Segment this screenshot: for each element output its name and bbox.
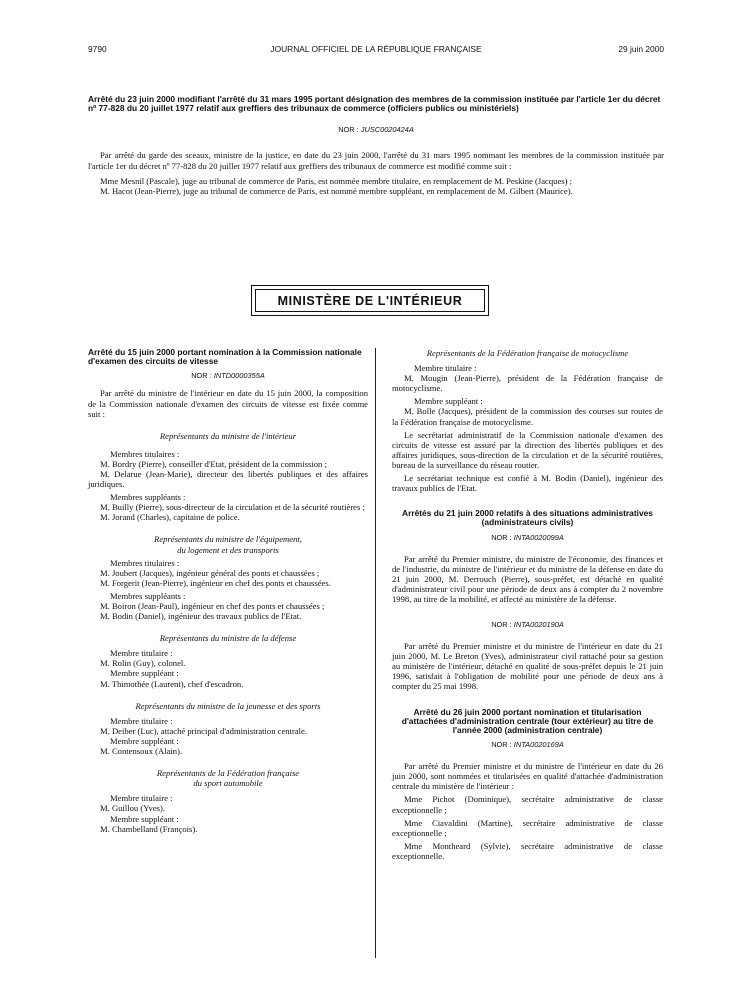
nomination-entry: Mme Montheard (Sylvie), secrétaire administrative de classe exceptionnelle. <box>392 840 663 861</box>
member-entry: M. Rolin (Guy), colonel. <box>100 658 186 669</box>
article-title: Arrêté du 26 juin 2000 portant nomination et titularisation d'attachées d'administration centrale (tour extérieur) au titre de l'année 2000 (administration centrale) <box>401 706 654 735</box>
article-intro: Par arrêté du ministre de l'intérieur en date du 15 juin 2000, la composition de la Commission nationale d'examen des circuits de vitesse est fixée comme suit : <box>88 388 368 419</box>
article-body: Par arrêté du garde des sceaux, ministre de la justice, en date du 23 juin 2000, l'arrêté du 31 mars 1995 nommant les membres de la commission instituée par l'article 1er du décret nº 77-828 du 20 juillet 1977 relatif aux greffiers des tribunaux de commerce est modifié comme suit : <box>88 150 664 171</box>
member-label: Membre titulaire : <box>110 715 173 726</box>
member-entry: M. Builly (Pierre), sous-directeur de la circulation et de la sécurité routières ; <box>100 502 365 513</box>
member-label: Membres titulaires : <box>110 448 180 459</box>
member-label: Membre titulaire : <box>110 648 173 659</box>
nor-reference: NOR : INTA0020169A <box>491 740 564 750</box>
column-divider <box>375 348 376 958</box>
page-header <box>88 44 664 58</box>
member-entry: M. Delarue (Jean-Marie), directeur des libertés publiques et des affaires juridiques. <box>88 468 368 490</box>
member-entry: M. Joubert (Jacques), ingénieur général des ponts et chaussées ; <box>100 567 320 578</box>
member-entry: M. Mougin (Jean-Pierre), président de la Fédération française de motocyclisme. <box>392 373 663 394</box>
member-label: Membres titulaires : <box>110 557 180 568</box>
issue-date: 29 juin 2000 <box>618 44 664 54</box>
article-body: Par arrêté du Premier ministre et du ministre de l'intérieur en date du 21 juin 2000, M. Le Breton (Yves), administrateur civil rattaché pour sa gestion au ministère de l'intérieur, détaché en qualité de sous-préfet depuis le 21 juin 1996, satisfait à l'obligation de mobilité pour une période de deux ans à compter du 25 mai 1998. <box>392 641 663 692</box>
top-article <box>88 95 664 196</box>
nomination-line: Mme Mesnil (Pascale), juge au tribunal de commerce de Paris, est nommée membre titulaire, en remplacement de M. Peskine (Jacques) ; <box>100 175 573 186</box>
nor-reference: NOR : INTA0020099A <box>491 532 564 542</box>
member-label: Membre suppléant : <box>110 735 179 746</box>
section-heading: Représentants du ministre de la défense <box>159 633 297 644</box>
member-label: Membre suppléant : <box>110 813 179 824</box>
right-column <box>392 348 663 861</box>
member-label: Membre titulaire : <box>414 363 477 374</box>
member-label: Membre suppléant : <box>414 396 483 407</box>
member-label: Membres suppléants : <box>110 590 186 601</box>
article-title: Arrêtés du 21 juin 2000 relatifs à des situations administratives (administrateurs civils) <box>402 508 653 528</box>
member-entry: M. Chambelland (François). <box>100 823 198 834</box>
member-entry: M. Guillou (Yves). <box>100 803 166 814</box>
section-heading: Représentants de la Fédération française <box>156 768 300 779</box>
nomination-line: M. Hacot (Jean-Pierre), juge au tribunal de commerce de Paris, est nommé membre suppléant, en remplacement de M. Gilbert (Maurice). <box>100 185 573 196</box>
nor-reference: NOR : INTD0000355A <box>191 371 265 381</box>
article-body: Par arrêté du Premier ministre, du ministre de l'économie, des finances et de l'industrie, du ministre de l'intérieur et du ministre de la défense en date du 21 juin 2000, M. Derrouch (Pierre), sous-préfet, est détaché en qualité d'administrateur civil pour une période de deux ans à compter du 2 novembre 1998, au titre de la mobilité, et affecté au ministère de la défense. <box>392 553 663 604</box>
member-entry: M. Bordry (Pierre), conseiller d'Etat, président de la commission ; <box>100 458 327 469</box>
nor-reference: NOR : JUSC0020424A <box>338 125 414 135</box>
member-entry: M. Forgerit (Jean-Pierre), ingénieur en chef des ponts et chaussées. <box>100 577 331 588</box>
left-column <box>88 348 368 834</box>
nomination-entry: Mme Ciavaldini (Martine), secrétaire administrative de classe exceptionnelle ; <box>392 817 663 838</box>
member-entry: M. Thimothée (Laurent), chef d'escadron. <box>100 678 244 689</box>
member-entry: M. Bodin (Daniel), ingénieur des travaux publics de l'Etat. <box>100 611 302 622</box>
secretariat-text: Le secrétariat technique est confié à M. Bodin (Daniel), ingénieur des travaux publics de l'Etat. <box>392 473 663 494</box>
ministry-banner <box>251 285 489 316</box>
page-number: 9790 <box>88 44 107 54</box>
member-entry: M. Contensoux (Alain). <box>100 746 183 757</box>
section-heading: Représentants de la Fédération française de motocyclisme <box>426 348 629 358</box>
section-heading: Représentants du ministre de l'intérieur <box>159 430 297 441</box>
secretariat-text: Le secrétariat administratif de la Commission nationale d'examen des circuits de vitesse est assuré par la direction des libertés publiques et des affaires juridiques, sous-direction de la circulation et de la sécurité routières, bureau de la surveillance du réseau routier. <box>392 429 663 470</box>
section-heading: Représentants du ministre de l'équipement, <box>154 534 302 545</box>
member-entry: M. Bolle (Jacques), président de la commission des courses sur routes de la Fédération française de motocyclisme. <box>392 406 663 427</box>
journal-title: JOURNAL OFFICIEL DE LA RÉPUBLIQUE FRANÇAISE <box>270 44 482 54</box>
article-title: Arrêté du 23 juin 2000 modifiant l'arrêté du 31 mars 1995 portant désignation des membres de la commission instituée par l'article 1er du décret nº 77-828 du 20 juillet 1977 relatif aux greffiers des tribunaux de commerce (officiers publics ou ministériels) <box>88 94 661 114</box>
member-entry: M. Jorand (Charles), capitaine de police. <box>100 512 240 523</box>
member-label: Membre titulaire : <box>110 793 173 804</box>
member-entry: M. Deiber (Luc), attaché principal d'administration centrale. <box>100 725 307 736</box>
ministry-title: MINISTÈRE DE L'INTÉRIEUR <box>255 289 485 312</box>
section-heading: du sport automobile <box>193 778 263 789</box>
nomination-entry: Mme Pichot (Dominique), secrétaire administrative de classe exceptionnelle ; <box>392 794 663 815</box>
member-entry: M. Boiron (Jean-Paul), ingénieur en chef des ponts et chaussées ; <box>100 601 325 611</box>
article-body: Par arrêté du Premier ministre et du ministre de l'intérieur en date du 26 juin 2000, sont nommées et titularisées en qualité d'attachée d'administration centrale du ministère de l'intérieur : <box>392 761 663 792</box>
member-label: Membre suppléant : <box>110 668 179 679</box>
nor-reference: NOR : INTA0020190A <box>491 620 564 630</box>
section-heading: du logement et des transports <box>177 544 279 555</box>
section-heading: Représentants du ministre de la jeunesse et des sports <box>135 700 321 711</box>
member-label: Membres suppléants : <box>110 492 186 503</box>
article-title: Arrêté du 15 juin 2000 portant nomination à la Commission nationale d'examen des circuits de vitesse <box>88 347 362 367</box>
